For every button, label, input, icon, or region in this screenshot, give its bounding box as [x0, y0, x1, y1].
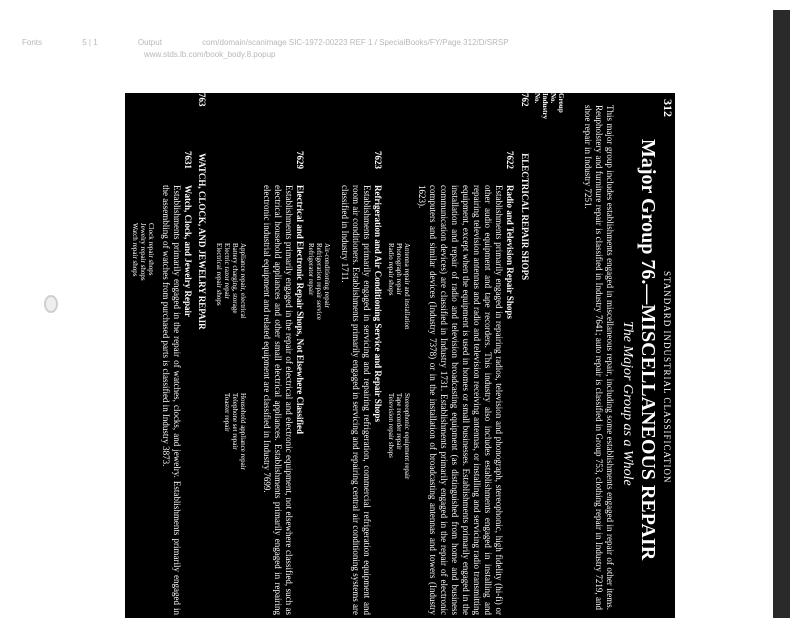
- example-item: Air-conditioning repair: [323, 243, 331, 308]
- industry-code: 7623: [373, 151, 383, 169]
- examples-list: [215, 243, 247, 319]
- industry-text: Establishments primarily engaged in the repair of electrical and electronic equipment, not elsewhere classified, such as electrical household appliances and other small electrical appliances. Establishments primarily engaged in repairing electronic industrial equipment and related equipment are classified in Industry 7699.: [262, 185, 294, 615]
- industry-head: Refrigeration and Air Conditioning Service and Repair Shops: [373, 185, 383, 422]
- examples-list: [131, 223, 155, 281]
- example-item: Stereophonic equipment repair: [403, 393, 411, 480]
- example-item: Phonograph repair: [395, 243, 403, 295]
- scanned-page: [125, 93, 675, 618]
- industry-entry: [416, 185, 515, 615]
- industry-text: Establishments primarily engaged in servicing and repairing refrigeration, commercial refrigeration equipment and room air conditioners. Establishments primarily engaged in servicing and repairing central air conditioning systems are classified in Industry 1711.: [340, 185, 372, 615]
- group-heading: [519, 93, 530, 280]
- example-item: Battery charging, storage: [231, 243, 239, 314]
- scan-header: [22, 38, 662, 59]
- example-item: Refrigeration repair service: [315, 243, 323, 320]
- rotated-page-content: [125, 93, 675, 618]
- example-item: Radio repair shops: [387, 243, 395, 296]
- scanner-edge-bar: [773, 10, 790, 618]
- industry-code: 7631: [183, 151, 193, 169]
- industry-code: 7629: [295, 151, 305, 169]
- examples-list: [387, 393, 411, 479]
- industry-text: Establishments primarily engaged in repairing radios, television and phonograph, stereophonic, high fidelity (hi-fi) or other audio equipment and tape recorders. This industry also includes establishments engaged in installing and repairing television antennas and radio and television receiving antennas, or installing and servicing radio transmitting equipment, except when the equipment is used in homes or small businesses. Establishments primarily engaged in the installation and repair of radio and television broadcasting equipment (as distinguished from home and business communication devices) are classified in Industry 1731. Establishments primarily engaged in the repair of electronic computers and similar devices (Industry 7378) or in the installation of broadcasting antennas and towers (Industry 1623).: [417, 185, 504, 615]
- example-item: Watch repair shops: [131, 223, 139, 277]
- page-number: 312: [661, 99, 675, 117]
- binder-hole-icon: [44, 295, 58, 313]
- column-heading: [533, 93, 565, 133]
- group-heading: [196, 93, 207, 330]
- example-item: Household appliance repair: [239, 393, 247, 470]
- intro-paragraph: This major group includes establishments engaged in miscellaneous repair, including some establishments engaged in repair of other items. Reupholstery and furniture repair is classified in Industry 7641; auto repair is classified in Group 753, clothing repair in Industry 7219, and shoe repair in Industry 7251.: [583, 105, 615, 610]
- scan-header-col2: 5 | 1: [82, 38, 98, 47]
- industry-head: Radio and Television Repair Shops: [505, 185, 515, 319]
- page-title: Major Group 76.—MISCELLANEOUS REPAIR: [637, 139, 659, 561]
- examples-list: [307, 243, 331, 320]
- industry-text: Establishments primarily engaged in the repair of watches, clocks, and jewelry. Establishments primarily engaged in the assembling of watches from purchased parts is classified in Industry 3873.: [161, 185, 182, 615]
- examples-list: [387, 243, 411, 330]
- group-title: WATCH, CLOCK, AND JEWELRY REPAIR: [197, 153, 207, 330]
- example-item: Jewelry repair shops: [139, 223, 147, 281]
- example-item: Electric razor repair: [223, 243, 231, 299]
- example-item: Television repair shops: [387, 393, 395, 458]
- industry-entry: [160, 185, 193, 615]
- industry-entry: [261, 185, 305, 615]
- scan-header-col4: com/domain/scanimage SIC-1972-00223 REF 1 / SpecialBooks/FY/Page 312/D/SRSP: [202, 38, 509, 47]
- page-subtitle: The Major Group as a Whole: [620, 321, 635, 486]
- industry-head: Electrical and Electronic Repair Shops, Not Elsewhere Classified: [295, 185, 305, 434]
- example-item: Antenna repair and installation: [403, 243, 411, 330]
- scan-header-col3: Output: [137, 38, 162, 47]
- example-item: Tape recorder repair: [395, 393, 403, 450]
- industry-entry: [339, 185, 383, 615]
- col-heading-line: No.: [549, 93, 557, 104]
- scan-header-col5: www.stds.lb.com/book_body.8.popup: [144, 50, 276, 59]
- industry-head: Watch, Clock, and Jewelry Repair: [183, 185, 193, 317]
- running-head: STANDARD INDUSTRIAL CLASSIFICATION: [662, 271, 672, 484]
- examples-list: [223, 393, 247, 470]
- example-item: Appliance repair, electrical: [239, 243, 247, 319]
- example-item: Toaster repair: [223, 393, 231, 432]
- col-heading-line: Industry: [541, 93, 549, 120]
- group-code: 763: [197, 93, 207, 107]
- example-item: Clock repair shops: [147, 223, 155, 276]
- example-item: Telephone set repair: [231, 393, 239, 450]
- scan-header-col1: Fonts: [22, 38, 43, 47]
- industry-code: 7622: [505, 151, 515, 169]
- col-heading-line: No.: [533, 93, 541, 104]
- group-title: ELECTRICAL REPAIR SHOPS: [520, 153, 530, 281]
- example-item: Refrigerator repair: [307, 243, 315, 296]
- col-heading-line: Group: [557, 93, 565, 113]
- group-code: 762: [520, 93, 530, 107]
- example-item: Electrical repair shops: [215, 243, 223, 306]
